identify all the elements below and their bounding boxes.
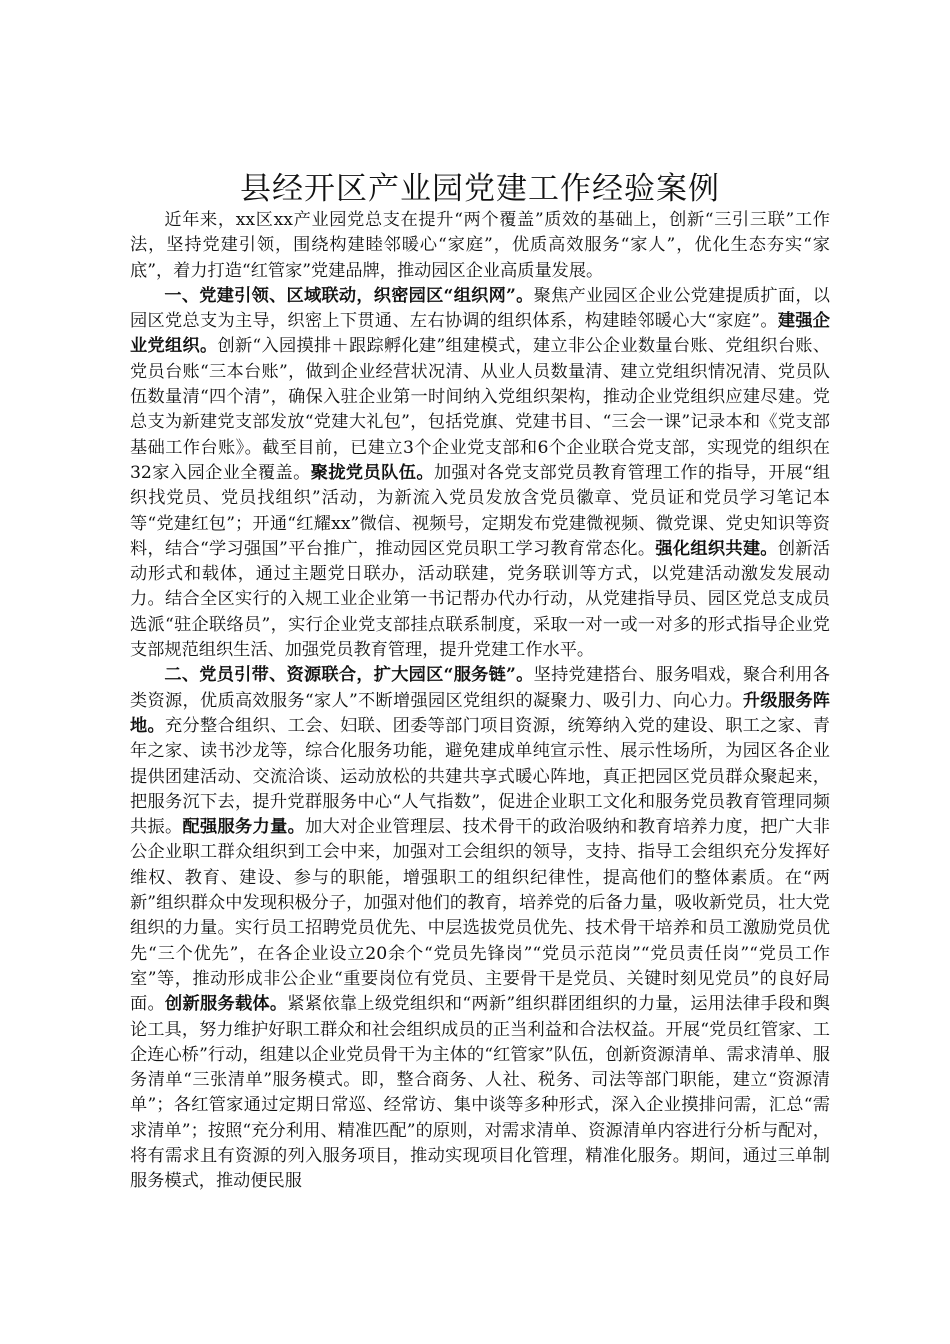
section-2-paragraph (130, 663, 830, 1194)
section-1-point-3-text: 创新活动形式和载体，通过主题党日联办，活动联建，党务联训等方式，以党建活动激发发展动力。结合全区实行的入规工业企业第一书记帮办代办行动，从党建指导员、园区党总支成员选派“驻企联络员”，实行企业党支部挂点联系制度，采取一对一或一对多的形式指导企业党支部规范组织生活、加强党员教育管理，提升党建工作水平。 (130, 538, 830, 661)
section-2-point-3-text: 紧紧依靠上级党组织和“两新”组织群团组织的力量，运用法律手段和舆论工具，努力维护好职工群众和社会组织成员的正当利益和合法权益。开展“党员红管家、工企连心桥”行动，组建以企业党员骨干为主体的“红管家”队伍，创新资源清单、需求清单、服务清单“三张清单”服务模式。即，整合商务、人社、税务、司法等部门职能，建立“资源清单”；各红管家通过定期日常巡、经常访、集中谈等多种形式，深入企业摸排问需，汇总“需求清单”；按照“充分利用、精准匹配”的原则，对需求清单、资源清单内容进行分析与配对，将有需求且有资源的列入服务项目，推动实现项目化管理，精准化服务。期间，通过三单制服务模式，推动便民服 (130, 994, 830, 1192)
section-2-lead: 坚持党建搭台、服务唱戏，聚合利用各类资源，优质高效服务“家人”不断增强园区党组织的凝聚力、吸引力、向心力。 (130, 665, 830, 711)
section-2-point-2-title: 配强服务力量。 (182, 817, 306, 838)
section-1-lead: 聚焦产业园区企业公党建提质扩面，以园区党总支为主导，织密上下贯通、左右协调的组织体系，构建睦邻暖心大“家庭”。 (130, 285, 830, 332)
section-1-point-2-text: 加强对各党支部党员教育管理工作的指导，开展“组织找党员、党员找组织”活动，为新流入党员发放含党员徽章、党员证和党员学习笔记本等“党建红包”；开通“红耀xx”微信、视频号，定期发布党建微视频、微党课、党史知识等资料，结合“学习强国”平台推广，推动园区党员职工学习教育常态化。 (130, 462, 830, 559)
section-2-point-3-title: 创新服务载体。 (164, 994, 288, 1015)
section-1-point-1-text: 创新“入园摸排＋跟踪孵化建”组建模式，建立非公企业数量台账、党组织台账、党员台账“三本台账”，做到企业经营状况清、从业人员数量清、建立党组织情况清、党员队伍数量清“四个清”，确保入驻企业第一时间纳入党组织架构，推动企业党组织应建尽建。党总支为新建党支部发放“党建大礼包”，包括党旗、党建书目、“三会一课”记录本和《党支部基础工作台账》。截至目前，已建立3个企业党支部和6个企业联合党支部，实现党的组织在32家入园企业全覆盖。 (130, 336, 830, 483)
intro-paragraph (130, 208, 830, 284)
intro-text: 近年来，xx区xx产业园党总支在提升“两个覆盖”质效的基础上，创新“三引三联”工作法，坚持党建引领，围绕构建睦邻暖心“家庭”，优质高效服务“家人”，优化生态夯实“家底”，着力打造“红管家”党建品牌，推动园区企业高质量发展。 (130, 210, 830, 281)
section-1-point-1-title: 建强企业党组织。 (130, 311, 830, 357)
section-1-point-2-title: 聚拢党员队伍。 (310, 462, 434, 483)
section-2-point-1-title: 升级服务阵地。 (130, 690, 830, 736)
section-1-point-3-title: 强化组织共建。 (655, 538, 778, 559)
document-page (130, 170, 830, 1195)
section-2-heading: 二、党员引带、资源联合，扩大园区“服务链”。 (164, 665, 534, 686)
section-2-point-2-text: 加大对企业管理层、技术骨干的政治吸纳和教育培养力度，把广大非公企业职工群众组织到工会中来，加强对工会组织的领导，支持、指导工会组织充分发挥好维权、教育、建设、参与的职能，增强职工的组织纪律性，提高他们的整体素质。在“两新”组织群众中发现积极分子，加强对他们的教育，培养党的后备力量，吸收新党员，壮大党组织的力量。实行员工招聘党员优先、中层选拔党员优先、技术骨干培养和员工激励党员优先“三个优先”，在各企业设立20余个“党员先锋岗”“党员示范岗”“党员责任岗”“党员工作室”等，推动形成非公企业“重要岗位有党员、主要骨干是党员、关键时刻见党员”的良好局面。 (130, 817, 830, 1015)
section-1-paragraph (130, 284, 830, 663)
document-title: 县经开区产业园党建工作经验案例 (240, 171, 720, 207)
section-1-heading: 一、党建引领、区域联动，织密园区“组织网”。 (164, 285, 534, 306)
section-2-point-1-text: 充分整合组织、工会、妇联、团委等部门项目资源，统筹纳入党的建设、职工之家、青年之家、读书沙龙等，综合化服务功能，避免建成单纯宣示性、展示性场所，为园区各企业提供团建活动、交流洽谈、运动放松的共建共享式暖心阵地，真正把园区党员群众聚起来，把服务沉下去，提升党群服务中心“人气指数”，促进企业职工文化和服务党员教育管理同频共振。 (130, 715, 830, 838)
